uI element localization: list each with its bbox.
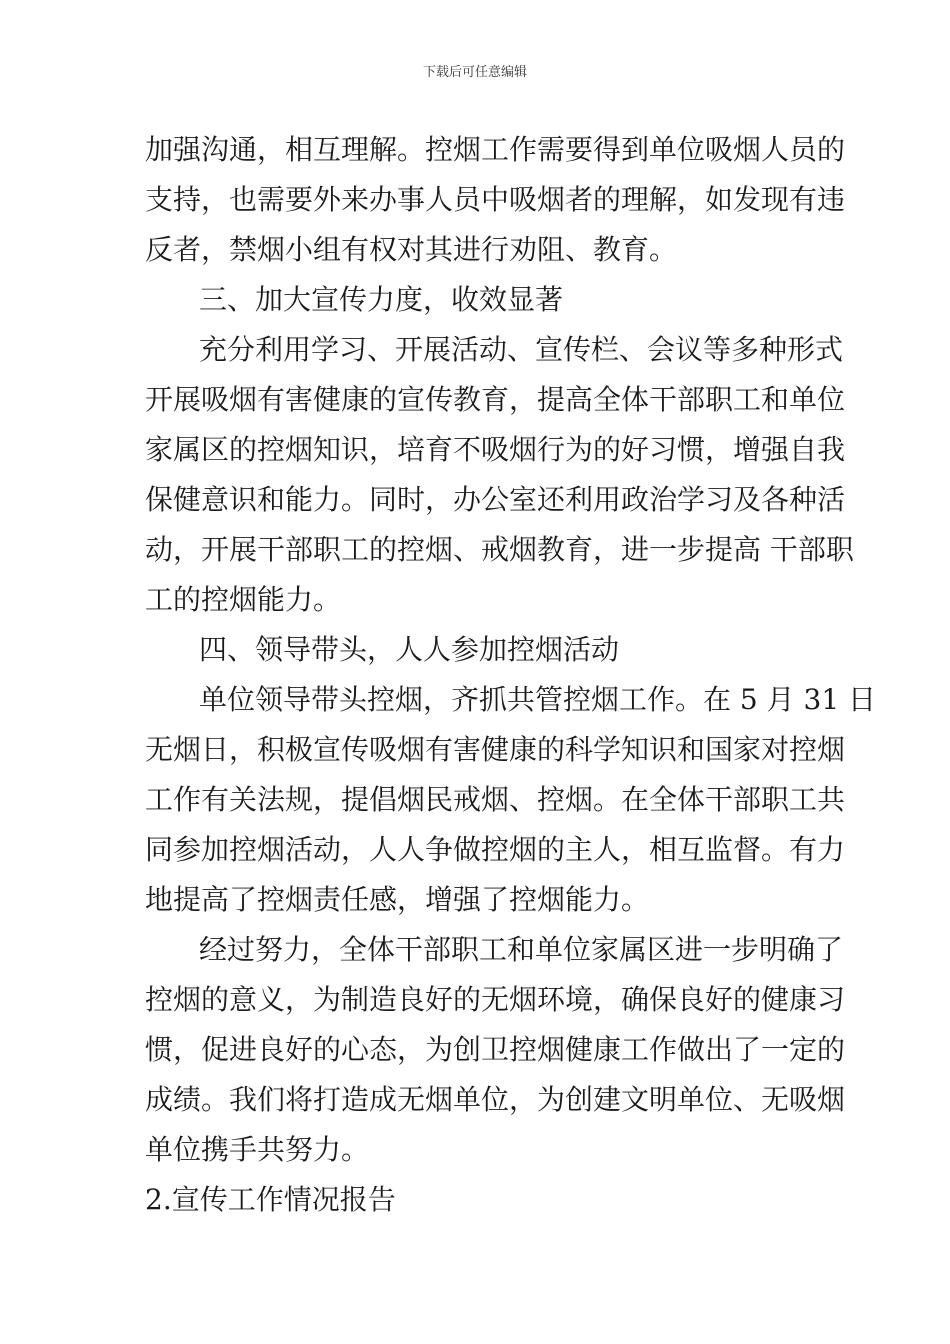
text-line: 惯，促进良好的心态，为创卫控烟健康工作做出了一定的 <box>145 1033 846 1066</box>
text-line: 控烟的意义，为制造良好的无烟环境，确保良好的健康习 <box>145 983 846 1016</box>
text-line: 反者，禁烟小组有权对其进行劝阻、教育。 <box>145 233 678 266</box>
text-line: 动，开展干部职工的控烟、戒烟教育，进一步提高 干部职 <box>145 533 854 566</box>
document-title-2: 2.宣传工作情况报告 <box>145 1183 396 1216</box>
text-line: 工作有关法规，提倡烟民戒烟、控烟。在全体干部职工共 <box>145 783 846 816</box>
text-line: 保健意识和能力。同时，办公室还利用政治学习及各种活 <box>145 483 846 516</box>
text-line: 家属区的控烟知识，培育不吸烟行为的好习惯，增强自我 <box>145 433 846 466</box>
text-line: 单位携手共努力。 <box>145 1133 370 1166</box>
text-line: 充分利用学习、开展活动、宣传栏、会议等多种形式 <box>199 333 844 366</box>
text-line: 成绩。我们将打造成无烟单位，为创建文明单位、无吸烟 <box>145 1083 846 1116</box>
text-line: 开展吸烟有害健康的宣传教育，提高全体干部职工和单位 <box>145 383 846 416</box>
text-line: 工的控烟能力。 <box>145 583 342 616</box>
section-heading-4: 四、领导带头，人人参加控烟活动 <box>199 633 620 666</box>
text-line: 支持，也需要外来办事人员中吸烟者的理解，如发现有违 <box>145 183 846 216</box>
text-line: 加强沟通，相互理解。控烟工作需要得到单位吸烟人员的 <box>145 133 846 166</box>
text-line: 地提高了控烟责任感，增强了控烟能力。 <box>145 883 650 916</box>
text-line: 单位领导带头控烟，齐抓共管控烟工作。在 5 月 31 日 <box>199 683 877 716</box>
text-line: 无烟日，积极宣传吸烟有害健康的科学知识和国家对控烟 <box>145 733 846 766</box>
page-header-note: 下载后可任意编辑 <box>422 65 527 80</box>
document-body <box>145 125 877 1225</box>
text-line: 同参加控烟活动，人人争做控烟的主人，相互监督。有力 <box>145 833 846 866</box>
text-line: 经过努力，全体干部职工和单位家属区进一步明确了 <box>199 933 844 966</box>
section-heading-3: 三、加大宣传力度，收效显著 <box>199 283 564 316</box>
